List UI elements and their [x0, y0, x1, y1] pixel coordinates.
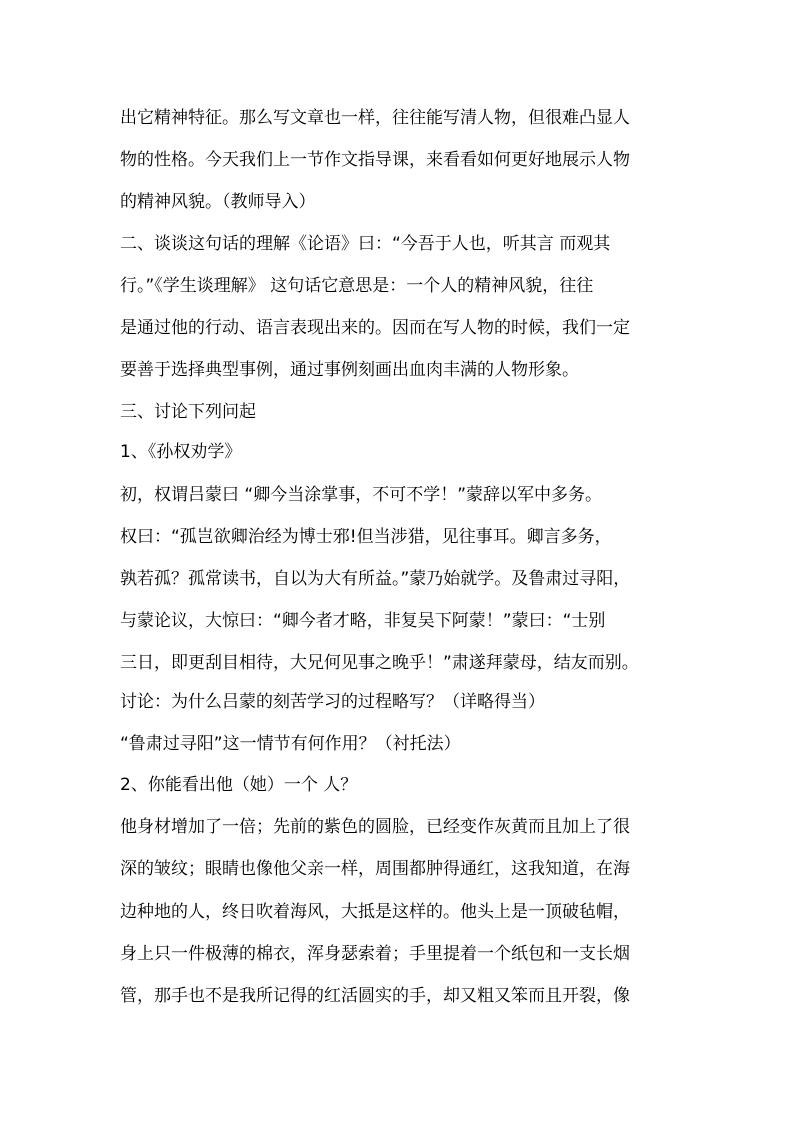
text-line: 权曰：“孤岂欲卿治经为博士邪!但当涉猎，见往事耳。卿言多务， [120, 527, 612, 547]
text-line: 的精神风貌。（教师导入） [120, 192, 316, 212]
text-line: 是通过他的行动、语言表现出来的。因而在写人物的时候，我们一定 [120, 318, 630, 338]
text-line: 出它精神特征。那么写文章也一样，往往能写清人物，但很难凸显人 [120, 108, 630, 128]
text-line: 物的性格。今天我们上一节作文指导课，来看看如何更好地展示人物 [120, 150, 630, 170]
text-line: 身上只一件极薄的棉衣，浑身瑟索着；手里提着一个纸包和一支长烟 [120, 944, 630, 964]
discussion-question: “鲁肃过寻阳”这一情节有何作用？（衬托法） [120, 734, 461, 754]
text-line: 他身材增加了一倍；先前的紫色的圆脸，已经变作灰黄而且加上了很 [120, 817, 630, 837]
text-line: 三日，即更刮目相待，大兄何见事之晚乎！”肃遂拜蒙母，结友而别。 [120, 653, 639, 673]
text-line: 要善于选择典型事例，通过事例刻画出血肉丰满的人物形象。 [120, 360, 579, 380]
text-line: 管，那手也不是我所记得的红活圆实的手，却又粗又笨而且开裂，像 [120, 986, 630, 1006]
subsection-heading: 2、你能看出他（她）一个 人？ [120, 775, 358, 795]
text-line: 深的皱纹；眼睛也像他父亲一样，周围都肿得通红，这我知道，在海 [120, 859, 630, 879]
subsection-heading: 1、《孙权劝学》 [120, 442, 242, 462]
text-line: 与蒙论议，大惊曰：“卿今者才略，非复吴下阿蒙！”蒙曰：“士别 [120, 611, 606, 631]
section-heading: 三、讨论下列问起 [120, 402, 256, 422]
text-line: 边种地的人，终日吹着海风，大抵是这样的。他头上是一顶破毡帽， [120, 902, 630, 922]
text-line: 二、谈谈这句话的理解《论语》曰：“今吾于人也，听其言 而观其 [120, 234, 611, 254]
discussion-question: 讨论：为什么吕蒙的刻苦学习的过程略写？（详略得当） [120, 692, 545, 712]
text-line: 孰若孤？孤常读书，自以为大有所益。”蒙乃始就学。及鲁肃过寻阳， [120, 569, 631, 589]
text-line: 初，权谓吕蒙曰 “卿今当涂掌事，不可不学！”蒙辞以军中多务。 [120, 485, 603, 505]
text-line: 行。”《学生谈理解》 这句话它意思是：一个人的精神风貌，往往 [120, 276, 594, 296]
